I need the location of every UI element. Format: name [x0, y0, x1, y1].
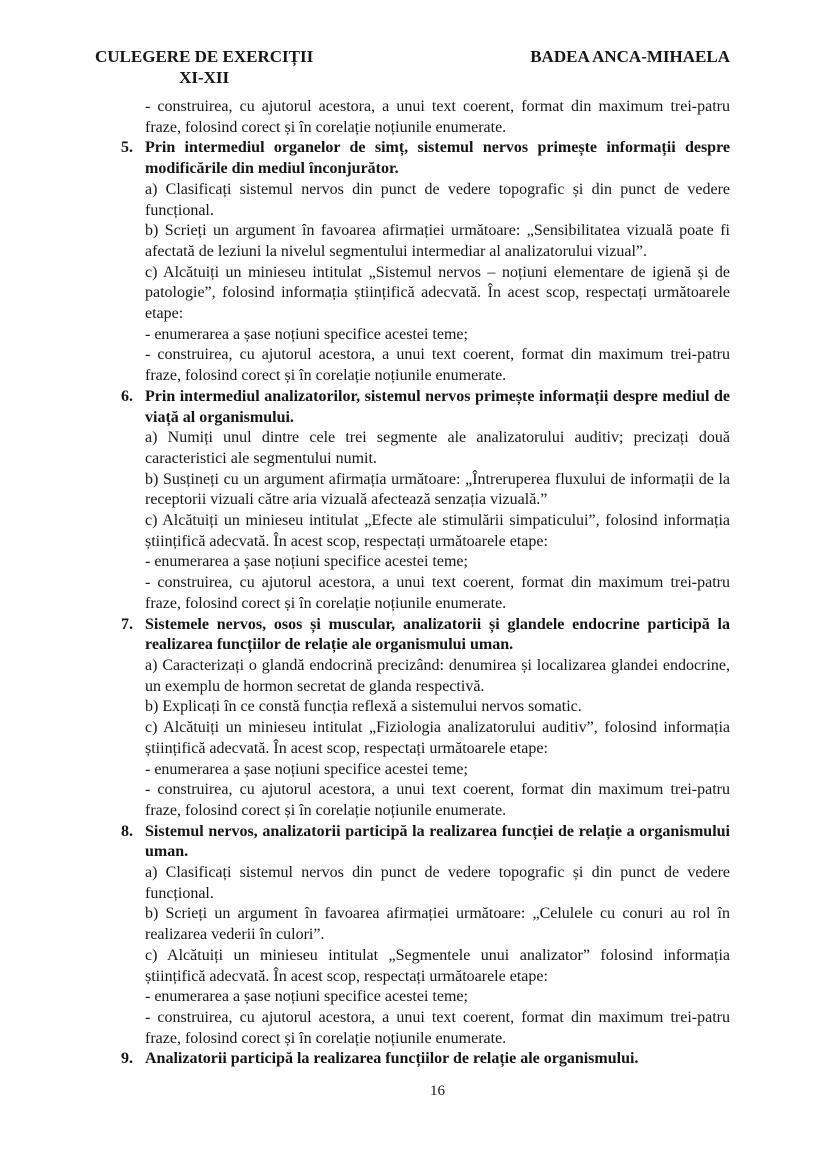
exercise-paragraph: - enumerarea a șase noțiuni specifice acestei teme; [145, 988, 468, 1006]
page-header [95, 46, 730, 88]
exercise-paragraph: c) Alcătuiți un minieseu intitulat „Efecte ale stimulării simpaticului”, folosind informația științifică adecvată. În acest scop, respectați următoarele etape: [145, 512, 730, 550]
exercise-item [121, 138, 730, 386]
exercise-number: 9. [121, 1050, 133, 1068]
exercise-title: Prin intermediul analizatorilor, sistemul nervos primește informații despre mediul de viață al organismului. [145, 387, 730, 426]
exercise-paragraph: - construirea, cu ajutorul acestora, a unui text coerent, format din maximum trei-patru fraze, folosind corect și în corelație noțiunile enumerate. [145, 574, 730, 612]
exercise-paragraph: - construirea, cu ajutorul acestora, a unui text coerent, format din maximum trei-patru fraze, folosind corect și în corelație noțiunile enumerate. [145, 781, 730, 819]
exercise-title: Sistemele nervos, osos și muscular, analizatorii și glandele endocrine participă la realizarea funcțiilor de relație ale organismului uman. [145, 615, 730, 654]
exercise-body [145, 180, 730, 387]
exercise-paragraph: a) Numiți unul dintre cele trei segmente ale analizatorului auditiv; precizați două caracteristici ale segmentului numit. [145, 429, 730, 467]
page-footer [145, 1083, 730, 1100]
exercise-body [145, 863, 730, 1049]
exercise-paragraph: c) Alcătuiți un minieseu intitulat „Sistemul nervos – noțiuni elementare de igienă și de patologie”, folosind informația științifică adecvată. În acest scop, respectați următoarele etape: [145, 263, 730, 323]
exercise-paragraph: b) Scrieți un argument în favoarea afirmației următoare: „Celulele cu conuri au rol în realizarea vederii în culori”. [145, 905, 730, 944]
exercise-title: Prin intermediul organelor de simț, sistemul nervos primește informații despre modificările din mediul înconjurător. [145, 139, 730, 178]
exercise-paragraph: a) Caracterizați o glandă endocrină precizând: denumirea și localizarea glandei endocrine, un exemplu de hormon secretat de glanda respectivă. [145, 656, 730, 695]
document-body [121, 97, 730, 1070]
exercise-title: Analizatorii participă la realizarea funcțiilor de relație ale organismului. [145, 1050, 639, 1068]
exercise-title: Sistemul nervos, analizatorii participă la realizarea funcției de relație a organismului uman. [145, 822, 730, 861]
author-name: BADEA ANCA-MIHAELA [530, 47, 730, 66]
book-subtitle: XI-XII [179, 68, 230, 87]
exercise-paragraph: b) Susțineți cu un argument afirmația următoare: „Întreruperea fluxului de informații de la receptorii vizuali către aria vizuală afectează senzația vizuală.” [145, 470, 730, 509]
exercise-paragraph: b) Scrieți un argument în favoarea afirmației următoare: „Sensibilitatea vizuală poate fi afectată de leziuni la nivelul segmentului intermediar al analizatorului vizual”. [145, 222, 730, 260]
exercise-list [121, 138, 730, 1070]
book-title: CULEGERE DE EXERCIȚII [95, 47, 314, 66]
exercise-body [145, 656, 730, 822]
exercise-paragraph: - enumerarea a șase noțiuni specifice acestei teme; [145, 325, 468, 343]
exercise-item [121, 615, 730, 822]
exercise-item [121, 387, 730, 615]
exercise-body [145, 428, 730, 614]
continuation-paragraph: - construirea, cu ajutorul acestora, a unui text coerent, format din maximum trei-patru fraze, folosind corect și în corelație noțiunile enumerate. [145, 98, 730, 136]
exercise-paragraph: a) Clasificați sistemul nervos din punct de vedere topografic și din punct de vedere funcțional. [145, 864, 730, 902]
exercise-paragraph: c) Alcătuiți un minieseu intitulat „Segmentele unui analizator” folosind informația științifică adecvată. În acest scop, respectați următoarele etape: [145, 946, 730, 985]
exercise-paragraph: - enumerarea a șase noțiuni specifice acestei teme; [145, 553, 468, 571]
exercise-paragraph: b) Explicați în ce constă funcția reflexă a sistemului nervos somatic. [145, 698, 582, 716]
exercise-item [121, 822, 730, 1050]
exercise-paragraph: c) Alcătuiți un minieseu intitulat „Fiziologia analizatorului auditiv”, folosind informația științifică adecvată. În acest scop, respectați următoarele etape: [145, 719, 730, 757]
exercise-paragraph: a) Clasificați sistemul nervos din punct de vedere topografic și din punct de vedere funcțional. [145, 180, 730, 219]
page-number: 16 [430, 1083, 445, 1099]
exercise-paragraph: - enumerarea a șase noțiuni specifice acestei teme; [145, 760, 468, 778]
header-left-block [95, 46, 313, 88]
exercise-number: 5. [121, 139, 133, 157]
exercise-number: 6. [121, 387, 133, 405]
exercise-number: 8. [121, 822, 133, 840]
exercise-item [121, 1049, 730, 1070]
exercise-number: 7. [121, 615, 133, 633]
exercise-paragraph: - construirea, cu ajutorul acestora, a unui text coerent, format din maximum trei-patru fraze, folosind corect și în corelație noțiunile enumerate. [145, 1008, 730, 1047]
exercise-paragraph: - construirea, cu ajutorul acestora, a unui text coerent, format din maximum trei-patru fraze, folosind corect și în corelație noțiunile enumerate. [145, 346, 730, 385]
